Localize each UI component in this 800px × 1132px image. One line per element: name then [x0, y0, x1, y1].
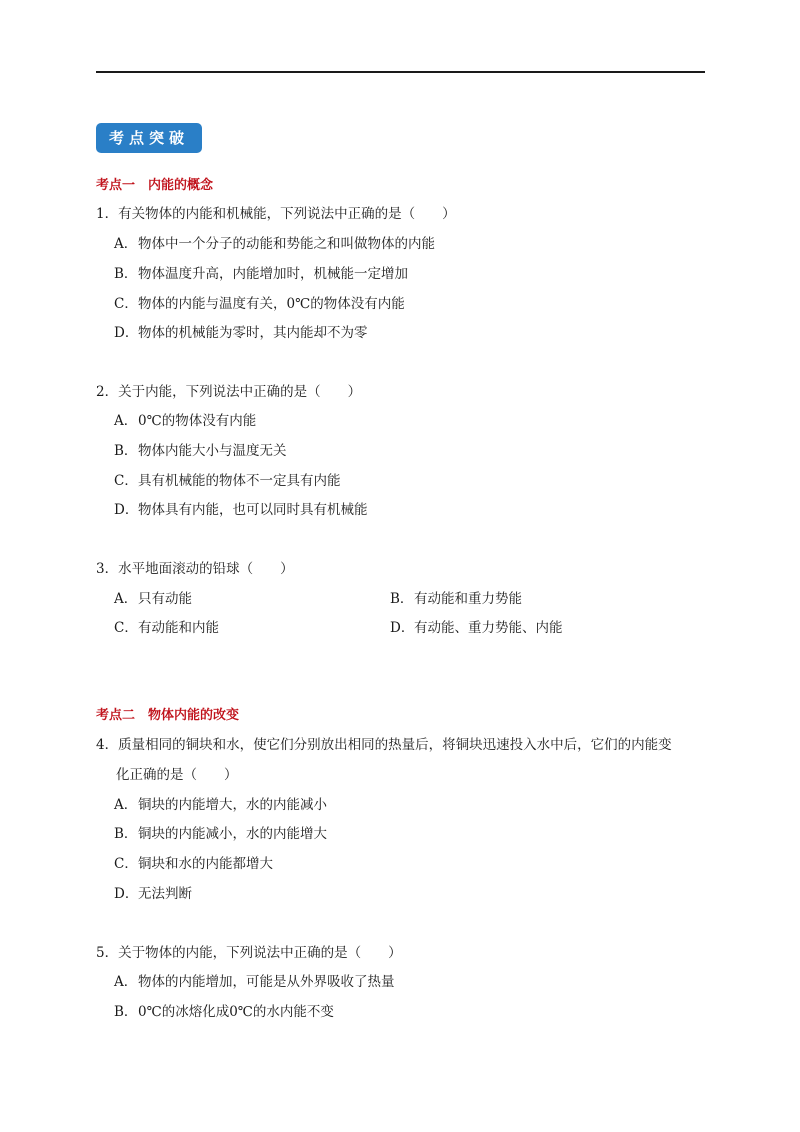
option-4a — [114, 795, 327, 815]
option-4c — [114, 854, 273, 874]
option-2b — [114, 441, 287, 461]
option-text: 铜块的内能减小，水的内能增大 — [138, 826, 327, 842]
option-key: D． — [114, 886, 139, 902]
option-text: 具有机械能的物体不一定具有内能 — [138, 473, 341, 489]
question-number: 5． — [96, 945, 119, 961]
section-title-2: 考点二 物体内能的改变 — [96, 708, 240, 723]
option-key: B． — [114, 266, 138, 282]
option-text: 只有动能 — [138, 591, 192, 607]
option-4d — [114, 884, 192, 904]
section-banner: 考点突破 — [96, 123, 202, 153]
option-key: A． — [114, 591, 138, 607]
option-key: D． — [114, 325, 139, 341]
option-key: A． — [114, 974, 138, 990]
option-text: 物体的内能增加，可能是从外界吸收了热量 — [138, 974, 395, 990]
option-key: B． — [114, 826, 138, 842]
option-text: 铜块和水的内能都增大 — [138, 856, 273, 872]
option-text: 有动能和内能 — [138, 620, 219, 636]
option-text: 物体中一个分子的动能和势能之和叫做物体的内能 — [138, 236, 435, 252]
question-number: 3． — [96, 561, 119, 577]
option-3a — [114, 589, 192, 609]
option-key: B． — [114, 443, 138, 459]
question-3 — [96, 559, 294, 579]
option-key: B． — [390, 591, 414, 607]
option-text: 有动能、重力势能、内能 — [414, 620, 563, 636]
option-key: C． — [114, 296, 138, 312]
question-1 — [96, 204, 456, 224]
option-5a — [114, 972, 395, 992]
option-text: 物体具有内能，也可以同时具有机械能 — [138, 502, 368, 518]
option-key: B． — [114, 1004, 138, 1020]
question-stem: 质量相同的铜块和水，使它们分别放出相同的热量后，将铜块迅速投入水中后，它们的内能变 — [118, 737, 672, 753]
option-key: D． — [114, 502, 139, 518]
option-5b — [114, 1002, 334, 1022]
option-text: 物体内能大小与温度无关 — [138, 443, 287, 459]
option-text: 物体温度升高，内能增加时，机械能一定增加 — [138, 266, 408, 282]
option-text: 铜块的内能增大，水的内能减小 — [138, 797, 327, 813]
question-2 — [96, 382, 361, 402]
header-rule — [96, 71, 705, 73]
question-number: 4． — [96, 737, 119, 753]
option-key: C． — [114, 473, 138, 489]
option-text: 0℃的冰熔化成0℃的水内能不变 — [138, 1004, 334, 1020]
question-4-continued: 化正确的是（ ） — [116, 767, 238, 783]
option-2d — [114, 500, 368, 520]
option-key: A． — [114, 413, 138, 429]
question-stem: 关于内能，下列说法中正确的是（ ） — [118, 384, 362, 400]
option-4b — [114, 824, 327, 844]
question-number: 1． — [96, 206, 119, 222]
option-2a — [114, 411, 256, 431]
option-text: 0℃的物体没有内能 — [138, 413, 257, 429]
question-5 — [96, 943, 402, 963]
option-key: C． — [114, 620, 138, 636]
option-3b — [390, 589, 522, 609]
question-4 — [96, 735, 672, 755]
question-number: 2． — [96, 384, 119, 400]
option-1a — [114, 234, 435, 254]
option-key: A． — [114, 236, 138, 252]
option-1b — [114, 264, 408, 284]
question-stem: 关于物体的内能，下列说法中正确的是（ ） — [118, 945, 402, 961]
option-text: 物体的内能与温度有关，0℃的物体没有内能 — [138, 296, 405, 312]
option-3c — [114, 618, 219, 638]
option-2c — [114, 471, 341, 491]
option-text: 有动能和重力势能 — [414, 591, 522, 607]
question-stem: 水平地面滚动的铅球（ ） — [118, 561, 294, 577]
option-key: A． — [114, 797, 138, 813]
option-1d — [114, 323, 368, 343]
option-text: 无法判断 — [138, 886, 192, 902]
option-key: D． — [390, 620, 415, 636]
section-title-1: 考点一 内能的概念 — [96, 178, 214, 193]
question-stem: 有关物体的内能和机械能，下列说法中正确的是（ ） — [118, 206, 456, 222]
option-1c — [114, 294, 405, 314]
option-key: C． — [114, 856, 138, 872]
option-text: 物体的机械能为零时，其内能却不为零 — [138, 325, 368, 341]
option-3d — [390, 618, 563, 638]
